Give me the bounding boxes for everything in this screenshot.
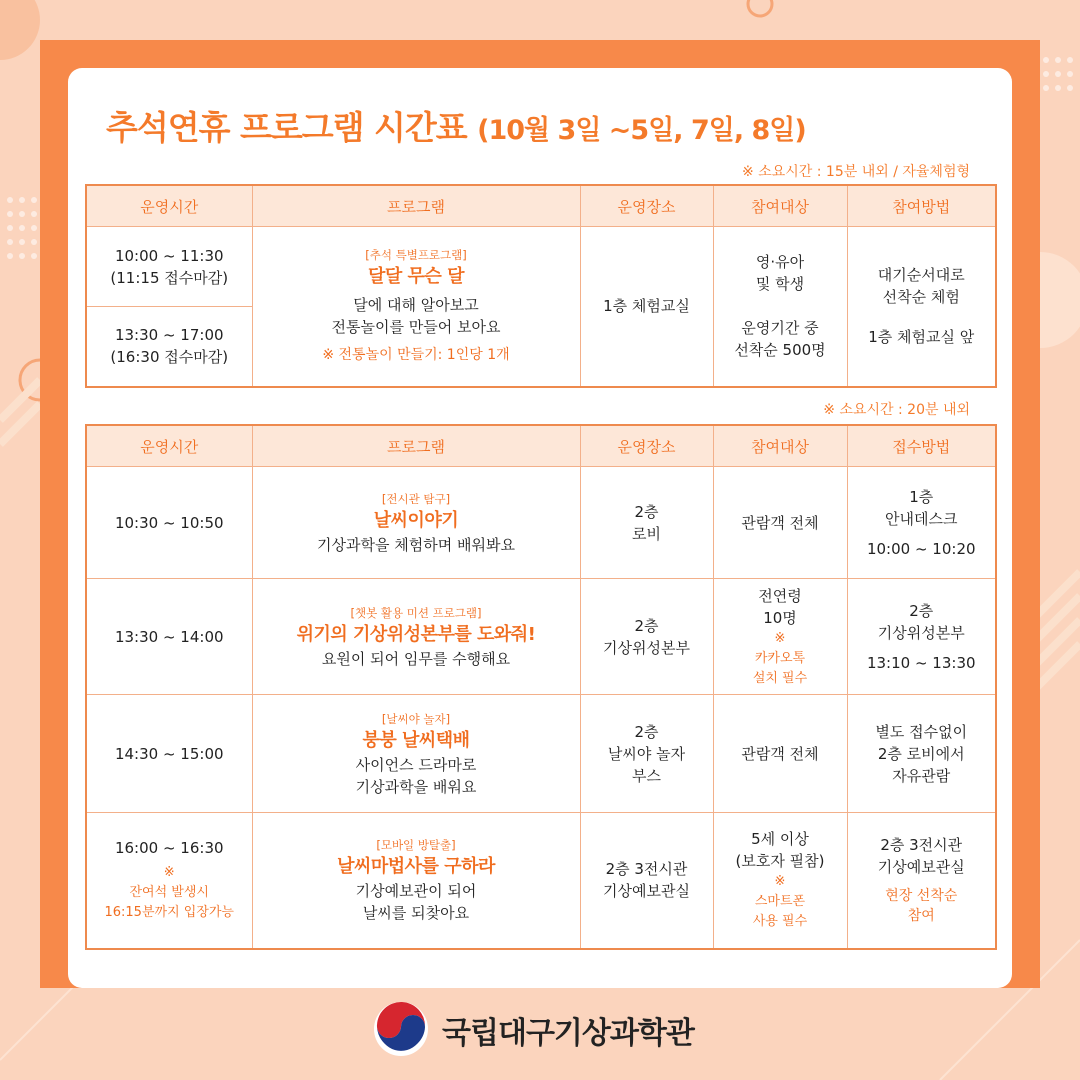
time-cell: 13:30 ~ 14:00 — [86, 579, 252, 695]
target-cell: 관람객 전체 — [713, 695, 847, 813]
program-desc: 기상예보관이 되어 — [355, 882, 477, 901]
method-line: 별도 접수없이 — [875, 722, 968, 741]
method-line: 대기순서대로 — [877, 266, 965, 285]
target-note: ※ — [774, 630, 786, 646]
method-cell — [847, 467, 996, 579]
org-logo — [372, 1000, 712, 1056]
time-cell: 10:30 ~ 10:50 — [86, 467, 252, 579]
time-note: 잔여석 발생시 — [129, 885, 209, 901]
program-desc: 요원이 되어 임무를 수행해요 — [321, 649, 511, 668]
program-desc: 기상과학을 배워요 — [355, 777, 477, 796]
time-value: 10:00 ~ 11:30 — [114, 246, 224, 265]
target-cell — [713, 579, 847, 695]
method-line: 선착순 체험 — [882, 288, 960, 307]
time-value: 13:30 ~ 17:00 — [114, 326, 224, 345]
program-note: ※ 전통놀이 만들기: 1인당 1개 — [322, 347, 510, 364]
org-name: 국립대구기상과학관 — [442, 1016, 694, 1051]
header-place: 운영장소 — [580, 185, 713, 227]
method-line: 1층 체험교실 앞 — [868, 328, 975, 347]
method-line: 1층 — [909, 487, 934, 506]
target-note: 카카오톡 — [754, 650, 806, 666]
time-cell — [86, 227, 252, 307]
program-name: 달달 무슨 달 — [368, 266, 464, 288]
program-tag: [챗봇 활용 미션 프로그램] — [350, 605, 482, 620]
table-row — [86, 813, 996, 949]
time-cell — [86, 813, 252, 949]
program-cell — [252, 227, 580, 387]
place-cell — [580, 813, 713, 949]
target-line: 10명 — [763, 608, 797, 627]
target-line: 전연령 — [758, 586, 802, 605]
target-line: (보호자 필참) — [735, 852, 825, 871]
taegeuk-emblem-icon — [372, 1000, 430, 1058]
header-method: 참여방법 — [847, 185, 996, 227]
header-program: 프로그램 — [252, 425, 580, 467]
header-time: 운영시간 — [86, 185, 252, 227]
method-cell — [847, 579, 996, 695]
duration-note-2: ※ 소요시간 : 20분 내외 — [823, 402, 970, 418]
method-line: 자유관람 — [892, 766, 951, 785]
place-line: 날씨야 놀자 — [607, 744, 686, 763]
method-cell — [847, 813, 996, 949]
target-cell: 관람객 전체 — [713, 467, 847, 579]
program-name: 날씨마법사를 구하라 — [337, 856, 495, 878]
place-line: 부스 — [632, 766, 661, 785]
program-tag: [모바일 방탈출] — [376, 838, 456, 853]
program-desc: 사이언스 드라마로 — [355, 755, 477, 774]
target-line: 선착순 500명 — [734, 341, 826, 360]
header-program: 프로그램 — [252, 185, 580, 227]
place-line: 기상위성본부 — [603, 638, 690, 657]
method-line: 안내데스크 — [885, 509, 958, 528]
duration-note-1: ※ 소요시간 : 15분 내외 / 자율체험형 — [742, 164, 970, 180]
page-title — [106, 102, 806, 149]
program-cell — [252, 467, 580, 579]
method-note: 참여 — [907, 908, 935, 925]
time-cell — [86, 307, 252, 387]
program-desc: 전통놀이를 만들어 보아요 — [331, 318, 501, 337]
target-line: 운영기간 중 — [741, 319, 819, 338]
time-note: ※ — [163, 865, 175, 881]
method-line: 13:10 ~ 13:30 — [866, 653, 976, 672]
method-cell — [847, 695, 996, 813]
program-tag: [전시관 탐구] — [381, 491, 451, 506]
method-note: 현장 선착순 — [885, 888, 958, 905]
header-target: 참여대상 — [713, 425, 847, 467]
place-cell — [580, 695, 713, 813]
program-name: 날씨이야기 — [373, 509, 459, 531]
method-line: 기상예보관실 — [877, 858, 965, 877]
program-desc: 날씨를 되찾아요 — [362, 904, 470, 923]
target-note: ※ — [774, 874, 786, 890]
target-cell — [713, 227, 847, 387]
method-line: 2층 3전시관 — [880, 836, 963, 855]
table-row — [86, 227, 996, 307]
place-cell — [580, 579, 713, 695]
schedule-table-1 — [85, 184, 997, 388]
spacer — [852, 308, 992, 326]
place-line: 2층 — [634, 616, 659, 635]
table-row — [86, 579, 996, 695]
target-note: 사용 필수 — [752, 914, 808, 930]
header-place: 운영장소 — [580, 425, 713, 467]
target-cell — [713, 813, 847, 949]
target-line: 및 학생 — [755, 275, 805, 294]
table-row — [86, 695, 996, 813]
method-line: 기상위성본부 — [877, 623, 965, 642]
place-cell: 1층 체험교실 — [580, 227, 713, 387]
place-line: 2층 — [634, 502, 659, 521]
program-tag: [추석 특별프로그램] — [365, 248, 467, 263]
time-note: 16:15분까지 입장가능 — [104, 905, 234, 921]
method-cell — [847, 227, 996, 387]
time-cell: 14:30 ~ 15:00 — [86, 695, 252, 813]
target-line: 5세 이상 — [751, 830, 809, 849]
program-desc: 달에 대해 알아보고 — [353, 296, 479, 315]
place-cell — [580, 467, 713, 579]
program-name: 위기의 기상위성본부를 도와줘! — [296, 623, 536, 645]
method-line: 2층 — [909, 601, 934, 620]
program-cell — [252, 579, 580, 695]
title-main: 추석연휴 프로그램 시간표 — [106, 108, 467, 147]
table-header-row — [86, 425, 996, 467]
deadline-value: (16:30 접수마감) — [110, 348, 229, 367]
schedule-table-2 — [85, 424, 997, 950]
place-line: 기상예보관실 — [603, 882, 690, 901]
table-header-row — [86, 185, 996, 227]
target-line: 영·유아 — [755, 253, 805, 272]
spacer — [718, 295, 843, 317]
time-value: 16:00 ~ 16:30 — [114, 839, 224, 858]
method-line: 10:00 ~ 10:20 — [866, 539, 976, 558]
program-desc: 기상과학을 체험하며 배워봐요 — [317, 535, 515, 554]
program-name: 붕붕 날씨택배 — [362, 729, 470, 751]
header-method: 접수방법 — [847, 425, 996, 467]
target-note: 설치 필수 — [752, 670, 808, 686]
title-dates: (10월 3일 ~5일, 7일, 8일) — [477, 115, 806, 146]
deadline-value: (11:15 접수마감) — [110, 268, 229, 287]
method-line: 2층 로비에서 — [877, 744, 965, 763]
target-note: 스마트폰 — [754, 894, 806, 910]
program-cell — [252, 813, 580, 949]
place-line: 2층 — [634, 722, 659, 741]
program-cell — [252, 695, 580, 813]
program-tag: [날씨야 놀자] — [381, 711, 451, 726]
header-target: 참여대상 — [713, 185, 847, 227]
table-row — [86, 467, 996, 579]
place-line: 2층 3전시관 — [605, 860, 688, 879]
header-time: 운영시간 — [86, 425, 252, 467]
place-line: 로비 — [632, 524, 661, 543]
